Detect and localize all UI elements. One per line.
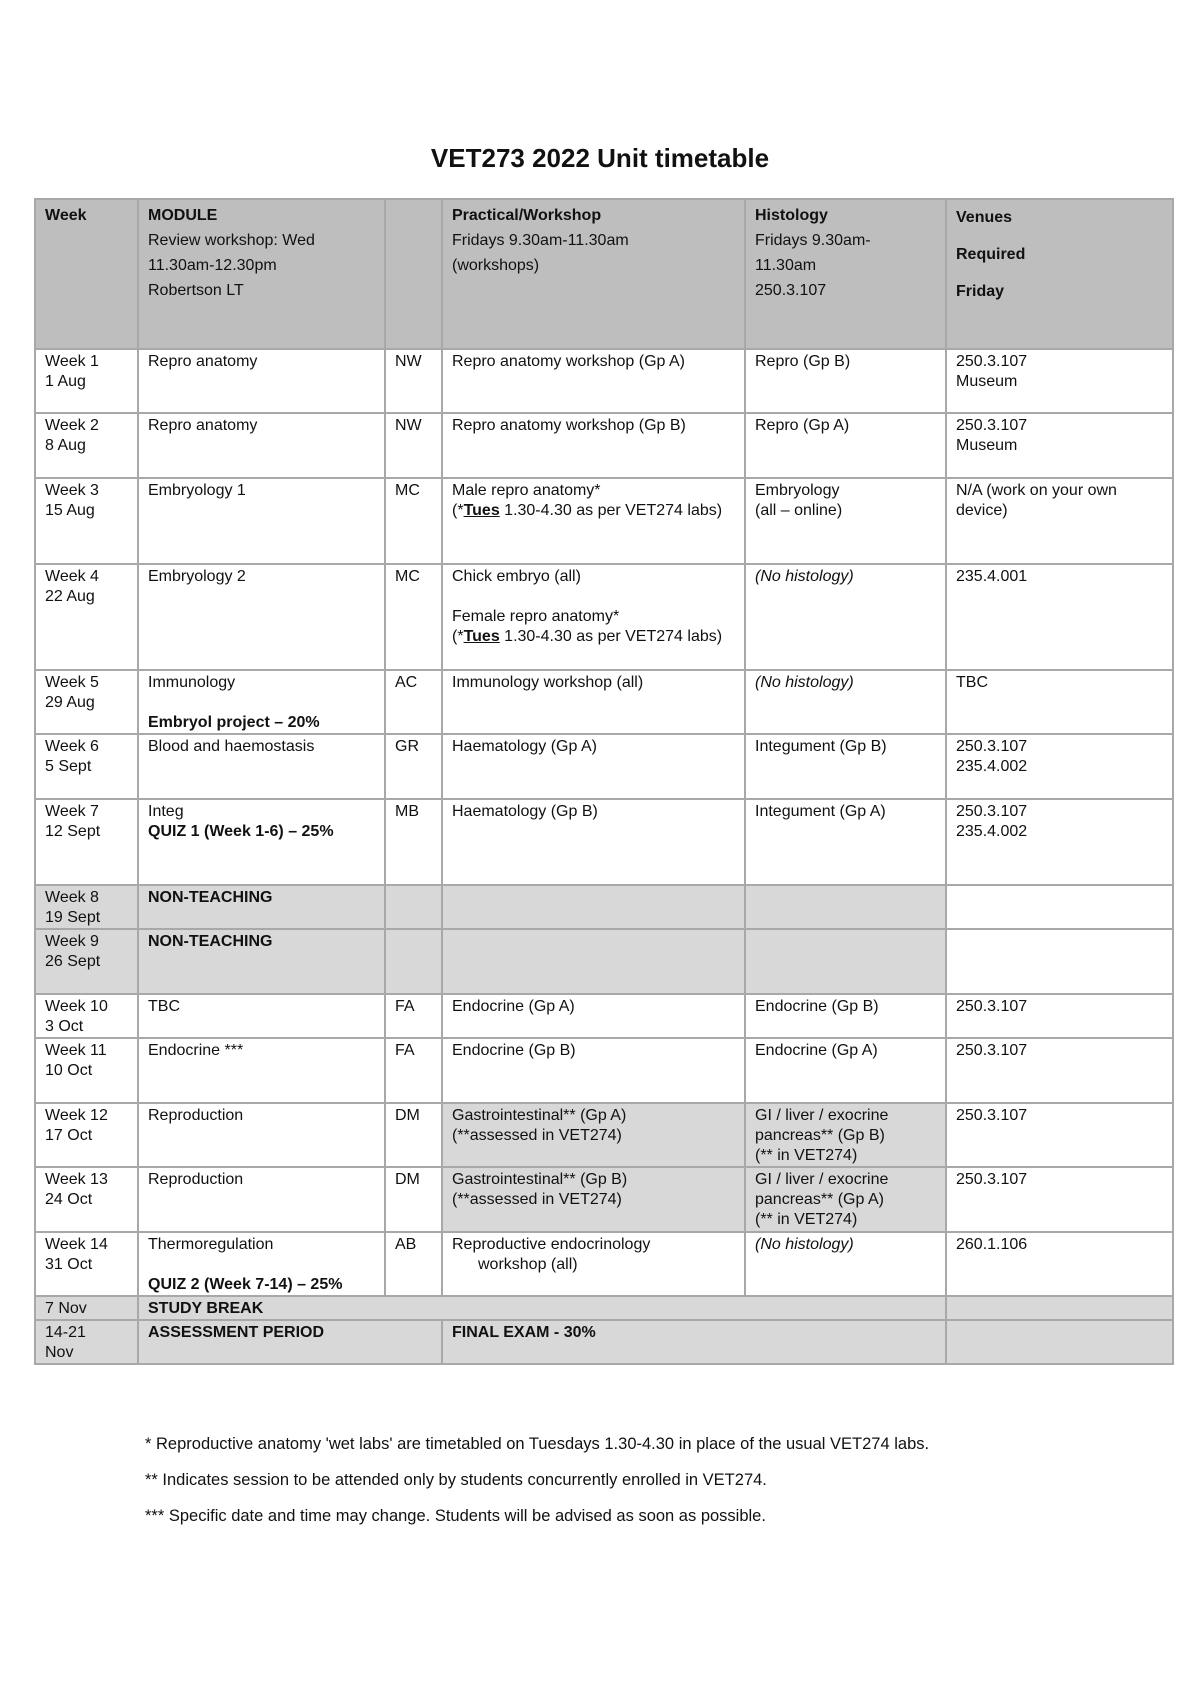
header-week: Week (35, 199, 138, 349)
table-row: Week 8 19 Sept NON-TEACHING (35, 885, 1173, 929)
header-staff (385, 199, 442, 349)
header-practical: Practical/Workshop Fridays 9.30am-11.30am (workshops) (442, 199, 745, 349)
table-header-row (35, 199, 1173, 349)
table-row: Week 11 10 Oct Endocrine *** FA Endocrine (Gp B) Endocrine (Gp A) 250.3.107 (35, 1038, 1173, 1103)
table-row: Week 7 12 Sept Integ QUIZ 1 (Week 1-6) – 25% MB Haematology (Gp B) Integument (Gp A) 250.3.107 235.4.002 (35, 799, 1173, 885)
header-histology: Histology Fridays 9.30am- 11.30am 250.3.107 (745, 199, 946, 349)
table-row: Week 10 3 Oct TBC FA Endocrine (Gp A) Endocrine (Gp B) 250.3.107 (35, 994, 1173, 1038)
footnotes (145, 1432, 929, 1540)
footnote: ** Indicates session to be attended only by students concurrently enrolled in VET274. (145, 1471, 767, 1489)
page-title: VET273 2022 Unit timetable (430, 143, 770, 173)
footnote: * Reproductive anatomy 'wet labs' are timetabled on Tuesdays 1.30-4.30 in place of the usual VET274 labs. (145, 1435, 930, 1453)
table-row: Week 6 5 Sept Blood and haemostasis GR Haematology (Gp A) Integument (Gp B) 250.3.107 235.4.002 (35, 734, 1173, 799)
table-row: Week 4 22 Aug Embryology 2 MC Chick embryo (all) Female repro anatomy* (*Tues 1.30-4.30 as per VET274 labs) (No histology) 235.4.001 (35, 564, 1173, 670)
footnote: *** Specific date and time may change. Students will be advised as soon as possible. (145, 1507, 766, 1525)
table-row: Week 14 31 Oct Thermoregulation QUIZ 2 (Week 7-14) – 25% AB Reproductive endocrinology workshop (all) (No histology) 260.1.106 (35, 1232, 1173, 1296)
table-row: Week 9 26 Sept NON-TEACHING (35, 929, 1173, 994)
table-row: 14-21 Nov ASSESSMENT PERIOD FINAL EXAM - 30% (35, 1320, 1173, 1364)
table-row: Week 2 8 Aug Repro anatomy NW Repro anatomy workshop (Gp B) Repro (Gp A) 250.3.107 Museum (35, 413, 1173, 478)
table-row: Week 1 1 Aug Repro anatomy NW Repro anatomy workshop (Gp A) Repro (Gp B) 250.3.107 Museum (35, 349, 1173, 413)
table-row: Week 12 17 Oct Reproduction DM Gastrointestinal** (Gp A) (**assessed in VET274) GI / liver / exocrine pancreas** (Gp B) (** in VET274) 250.3.107 (35, 1103, 1173, 1167)
timetable (34, 198, 1174, 1365)
table-row: Week 5 29 Aug Immunology Embryol project – 20% AC Immunology workshop (all) (No histology) TBC (35, 670, 1173, 734)
header-venues: Venues Required Friday (946, 199, 1173, 349)
table-row: 7 Nov STUDY BREAK (35, 1296, 1173, 1320)
header-module: MODULE Review workshop: Wed 11.30am-12.30pm Robertson LT (138, 199, 385, 349)
table-row: Week 13 24 Oct Reproduction DM Gastrointestinal** (Gp B) (**assessed in VET274) GI / liver / exocrine pancreas** (Gp A) (** in VET274) 250.3.107 (35, 1167, 1173, 1232)
table-row: Week 3 15 Aug Embryology 1 MC Male repro anatomy* (*Tues 1.30-4.30 as per VET274 labs) Embryology (all – online) N/A (work on your own device) (35, 478, 1173, 564)
